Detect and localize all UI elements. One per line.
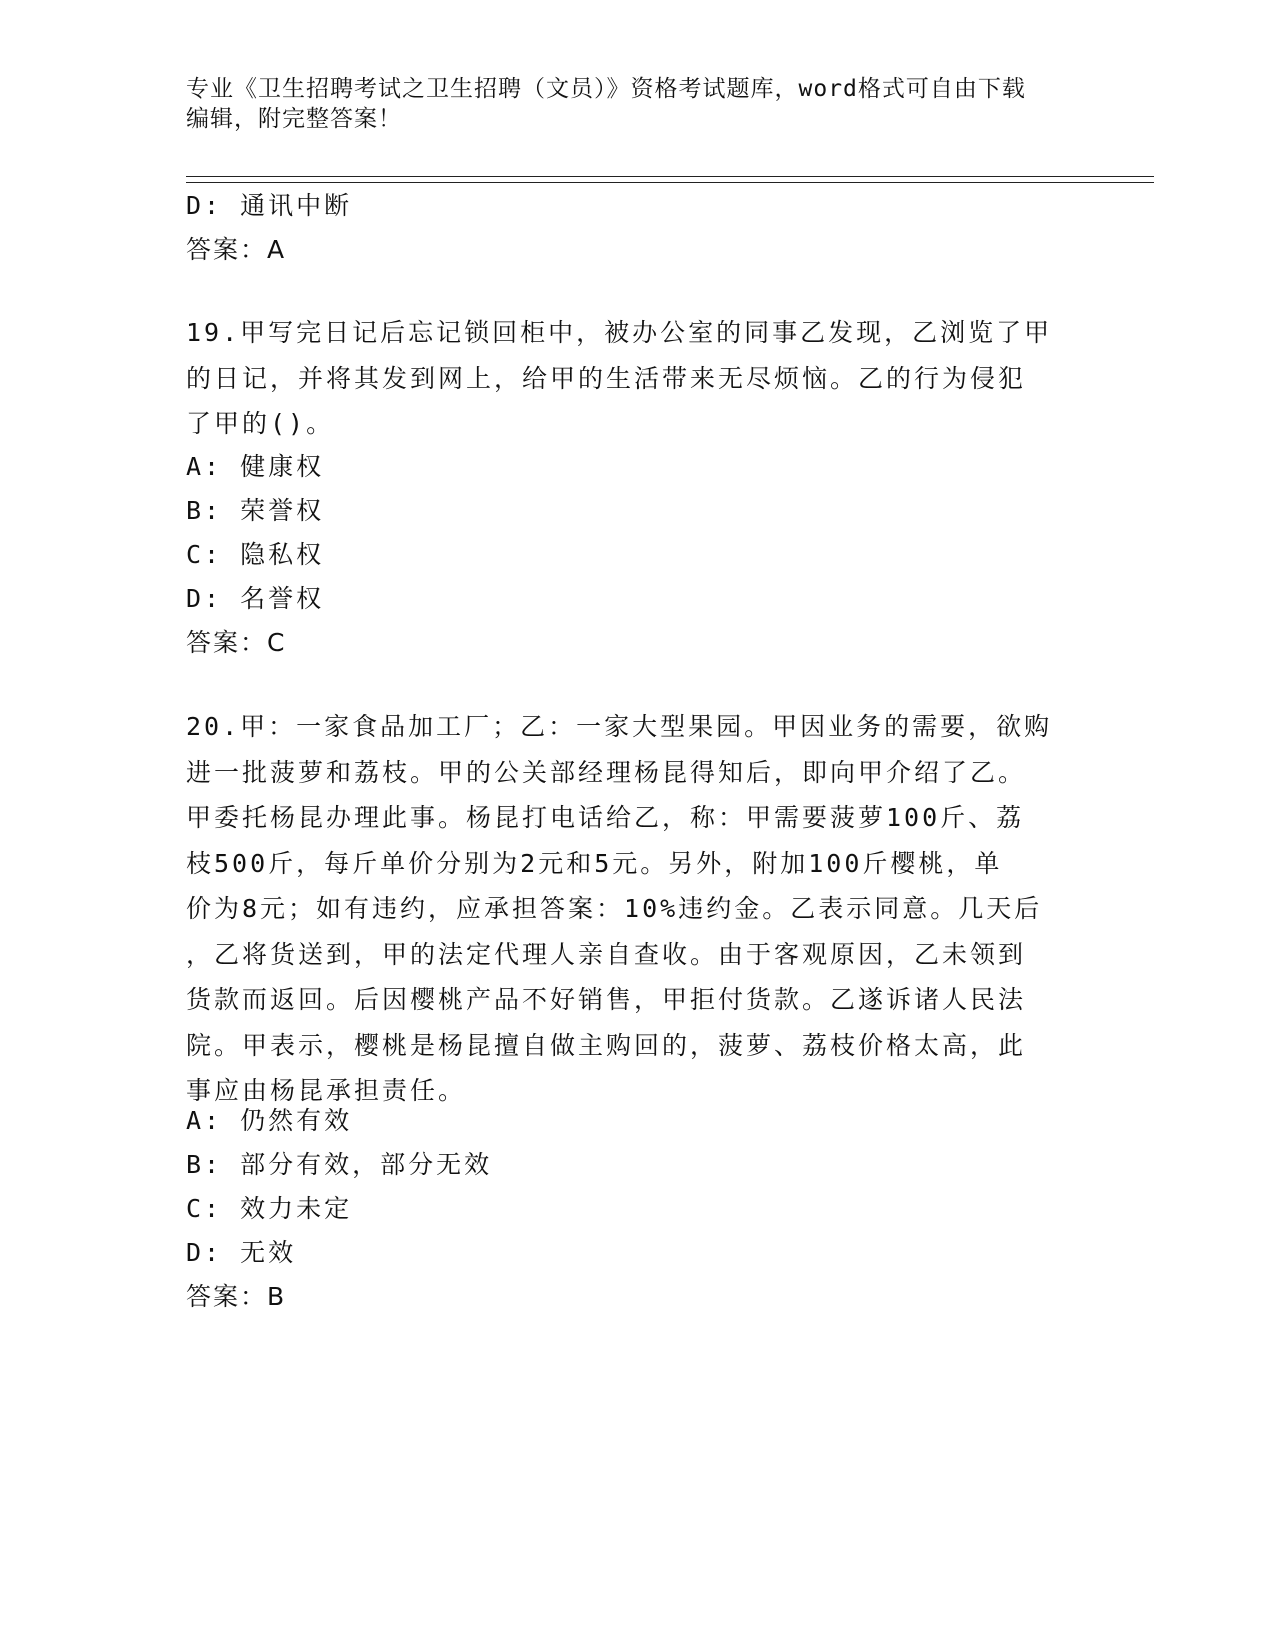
q19-stem [186,310,1066,447]
q20-stem-line: ，乙将货送到，甲的法定代理人亲自查收。由于客观原因，乙未领到 [186,939,1027,969]
q20-stem-line: 甲委托杨昆办理此事。杨昆打电话给乙，称：甲需要菠萝100斤、荔 [186,803,1025,832]
q20-stem-line: 20.甲：一家食品加工厂；乙：一家大型果园。甲因业务的需要，欲购 [186,712,1053,741]
q20-stem-line: 事应由杨昆承担责任。 [186,1076,467,1105]
q18-option-d: D: 通讯中断 [186,191,353,220]
header-line-2: 编辑，附完整答案！ [186,106,402,132]
header-divider-bottom [186,182,1154,183]
q20-stem [186,704,1066,1114]
q20-stem-line: 进一批菠萝和荔枝。甲的公关部经理杨昆得知后，即向甲介绍了乙。 [186,757,1027,787]
q20-option-a: A: 仍然有效 [186,1106,353,1135]
q20-option-c: C: 效力未定 [186,1194,353,1223]
q20-stem-line: 货款而返回。后因樱桃产品不好销售，甲拒付货款。乙遂诉诸人民法 [186,985,1027,1014]
q19-option-a: A: 健康权 [186,452,325,481]
q19-option-c: C: 隐私权 [186,540,325,569]
q20-answer: 答案：B [186,1282,287,1311]
q19-stem-line: 19.甲写完日记后忘记锁回柜中，被办公室的同事乙发现，乙浏览了甲 [186,318,1053,347]
q20-option-b: B: 部分有效，部分无效 [186,1150,493,1179]
q19-answer: 答案：C [186,628,287,657]
q18-answer: 答案：A [186,235,287,264]
q19-option-b: B: 荣誉权 [186,496,325,525]
q20-stem-line: 价为8元；如有违约，应承担答案：10%违约金。乙表示同意。几天后 [186,894,1043,923]
q20-option-d: D: 无效 [186,1238,297,1267]
q19-stem-line: 的日记，并将其发到网上，给甲的生活带来无尽烦恼。乙的行为侵犯 [186,363,1027,393]
q20-stem-line: 枝500斤，每斤单价分别为2元和5元。另外，附加100斤樱桃，单 [186,848,1003,878]
q20-stem-line: 院。甲表示，樱桃是杨昆擅自做主购回的，菠萝、荔枝价格太高，此 [186,1030,1027,1060]
header-line-1: 专业《卫生招聘考试之卫生招聘（文员）》资格考试题库，word格式可自由下载 [186,76,1026,102]
header-divider-top [186,176,1154,177]
q19-option-d: D: 名誉权 [186,584,325,613]
document-header [186,74,1066,134]
q19-stem-line: 了甲的()。 [186,409,335,438]
